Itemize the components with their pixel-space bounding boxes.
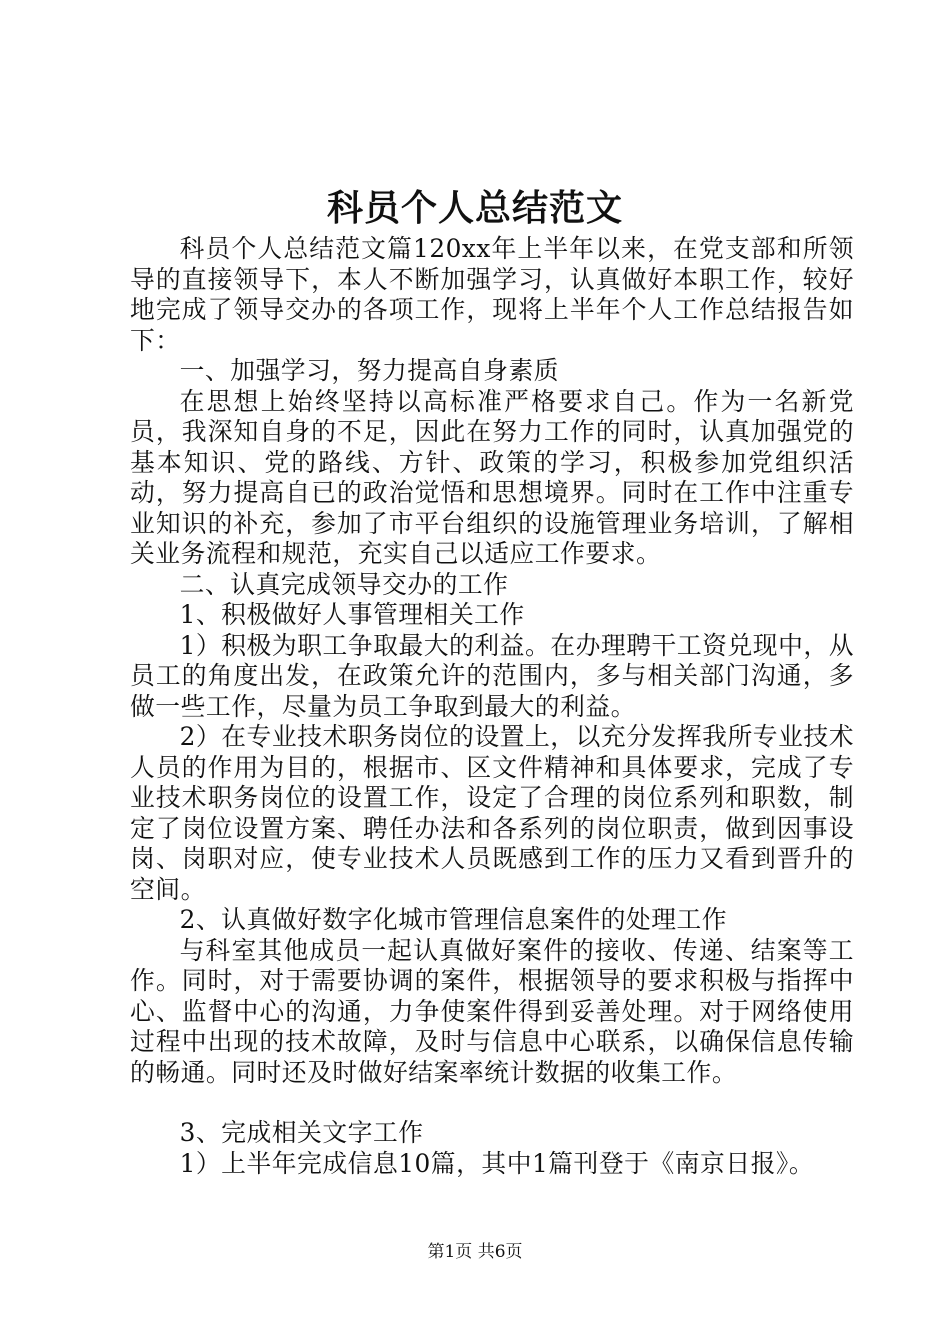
heading-section-1: 一、加强学习，努力提高自身素质 xyxy=(179,356,560,385)
heading-subsection-1: 1、积极做好人事管理相关工作 xyxy=(179,600,525,629)
paragraph-item-2: 2）在专业技术职务岗位的设置上，以充分发挥我所专业技术人员的作用为目的，根据市、区文件精神和具体要求，完成了专业技术职务岗位的设置工作，设定了合理的岗位系列和职数，制定了岗位设置方案、聘任办法和各系列的岗位职责，做到因事设岗、岗职对应，使专业技术人员既感到工作的压力又看到晋升的空间。 xyxy=(130,722,854,904)
paragraph-item-1: 1）积极为职工争取最大的利益。在办理聘干工资兑现中，从员工的角度出发，在政策允许的范围内，多与相关部门沟通，多做一些工作，尽量为员工争取到最大的利益。 xyxy=(130,630,854,721)
heading-subsection-2: 2、认真做好数字化城市管理信息案件的处理工作 xyxy=(179,905,728,934)
paragraph-spacer xyxy=(130,1088,854,1118)
paragraph-cases: 与科室其他成员一起认真做好案件的接收、传递、结案等工作。同时，对于需要协调的案件，根据领导的要求积极与指挥中心、监督中心的沟通，力争使案件得到妥善处理。对于网络使用过程中出现的技术故障，及时与信息中心联系，以确保信息传输的畅通。同时还及时做好结案率统计数据的收集工作。 xyxy=(130,935,854,1087)
heading-section-2: 二、认真完成领导交办的工作 xyxy=(179,569,509,599)
document-title: 科员个人总结范文 xyxy=(326,187,623,229)
paragraph-intro: 科员个人总结范文篇120xx年上半年以来，在党支部和所领导的直接领导下，本人不断加强学习，认真做好本职工作，较好地完成了领导交办的各项工作，现将上半年个人工作总结报告如下： xyxy=(130,234,854,355)
paragraph-writing: 1）上半年完成信息10篇，其中1篇刊登于《南京日报》。 xyxy=(179,1148,815,1178)
page-footer: 第1页 共6页 xyxy=(427,1242,523,1262)
document-body xyxy=(130,234,854,1179)
heading-subsection-3: 3、完成相关文字工作 xyxy=(179,1118,424,1147)
paragraph-study: 在思想上始终坚持以高标准严格要求自己。作为一名新党员，我深知自身的不足，因此在努力工作的同时，认真加强党的基本知识、党的路线、方针、政策的学习，积极参加党组织活动，努力提高自已的政治觉悟和思想境界。同时在工作中注重专业知识的补充，参加了市平台组织的设施管理业务培训，了解相关业务流程和规范，充实自己以适应工作要求。 xyxy=(130,386,854,568)
